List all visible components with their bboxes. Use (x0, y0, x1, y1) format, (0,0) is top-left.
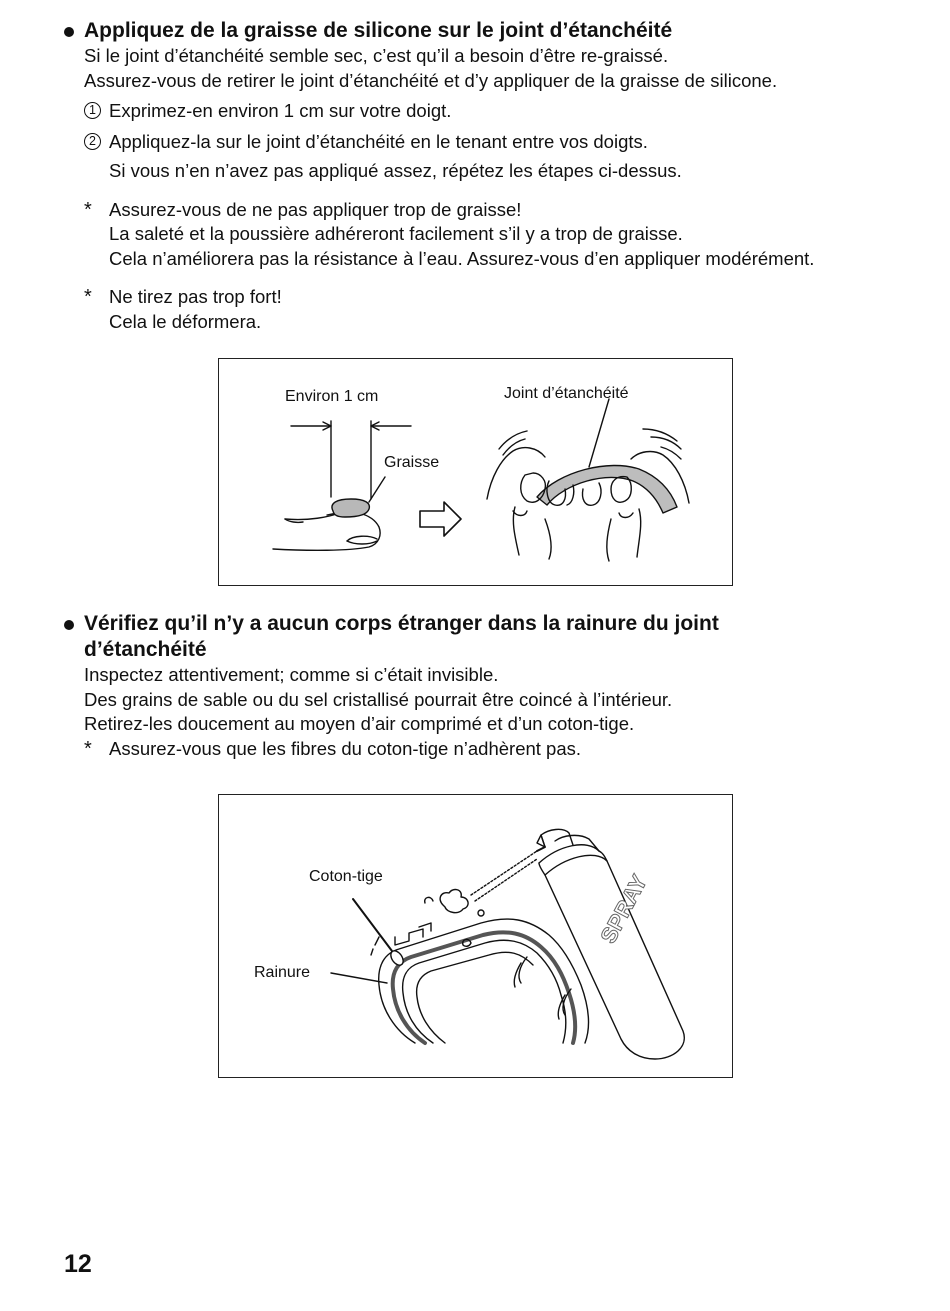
step-text: Exprimez-en environ 1 cm sur votre doigt. (109, 100, 452, 121)
section-foreign-matter (62, 611, 912, 761)
motion-line (643, 429, 677, 441)
grease-blob (332, 499, 369, 517)
section-heading (62, 611, 912, 663)
page-number: 12 (64, 1250, 92, 1278)
intro-line: Si le joint d’étanchéité semble sec, c’est qu’il a besoin d’être re-graissé. (84, 45, 669, 66)
label-grease: Graisse (384, 454, 440, 471)
note-text: Assurez-vous que les fibres du coton-tige n’adhèrent pas. (109, 737, 582, 759)
figure-cleaning-groove (218, 794, 733, 1078)
intro-line: Assurez-vous de retirer le joint d’étanchéité et d’y appliquer de la graisse de silicone. (84, 69, 778, 91)
asterisk-icon: * (84, 737, 92, 760)
step-1 (62, 99, 912, 124)
fingernail (347, 536, 377, 541)
note-line: Assurez-vous de ne pas appliquer trop de graisse! (109, 198, 522, 220)
step-followup-text: Si vous n’en n’avez pas appliqué assez, répétez les étapes ci-dessus. (109, 160, 682, 181)
inspect-line: Des grains de sable ou du sel cristallisé pourrait être coincé à l’intérieur. (84, 688, 673, 710)
heading-text: Appliquez de la graisse de silicone sur le joint d’étanchéité (84, 19, 673, 42)
note-line: La saleté et la poussière adhéreront facilement s’il y a trop de graisse. (109, 223, 683, 244)
note-grease-amount (62, 198, 912, 272)
rib (514, 963, 521, 987)
note-line: Cela le déformera. (109, 310, 262, 332)
grease-illustration (219, 359, 732, 585)
figure-grease-application (218, 358, 733, 586)
cleaning-illustration (219, 795, 732, 1077)
arrow-right-icon (420, 502, 461, 536)
heading-line: Vérifiez qu’il n’y a aucun corps étranger dans la rainure du joint (84, 612, 719, 635)
step-2 (62, 130, 912, 155)
spray-can-text: SPRAY (595, 870, 653, 948)
inspect-line: Inspectez attentivement; comme si c’était invisible. (84, 664, 499, 685)
inspect-line: Retirez-les doucement au moyen d’air comprimé et d’un coton-tige. (84, 713, 635, 734)
step-number-circle: 2 (84, 133, 101, 150)
seal-leader (589, 399, 609, 467)
debris-cloud (440, 890, 468, 913)
label-width: Environ 1 cm (285, 388, 379, 405)
note-fibers (62, 737, 912, 762)
note-line: Ne tirez pas trop fort! (109, 286, 282, 307)
asterisk-icon: * (84, 198, 92, 221)
inspect-paragraph (62, 663, 912, 737)
step-text: Appliquez-la sur le joint d’étanchéité en le tenant entre vos doigts. (109, 130, 648, 152)
note-pull (62, 285, 912, 334)
label-swab: Coton-tige (309, 868, 383, 885)
intro-paragraph (62, 44, 912, 93)
step-number-circle: 1 (84, 102, 101, 119)
spray-nozzle (541, 829, 573, 847)
seal-groove (393, 932, 575, 1043)
bullet-icon (64, 620, 74, 630)
section-grease (62, 18, 912, 334)
heading-line: d’étanchéité (84, 638, 207, 661)
cotton-swab (353, 899, 395, 955)
bullet-icon (64, 27, 74, 37)
asterisk-icon: * (84, 286, 92, 308)
section-heading (62, 18, 912, 44)
note-line: Cela n’améliorera pas la résistance à l’eau. Assurez-vous d’en appliquer modérément. (109, 247, 815, 269)
label-groove: Rainure (254, 964, 311, 981)
step-followup (62, 159, 912, 184)
label-seal: Joint d’étanchéité (504, 385, 629, 402)
